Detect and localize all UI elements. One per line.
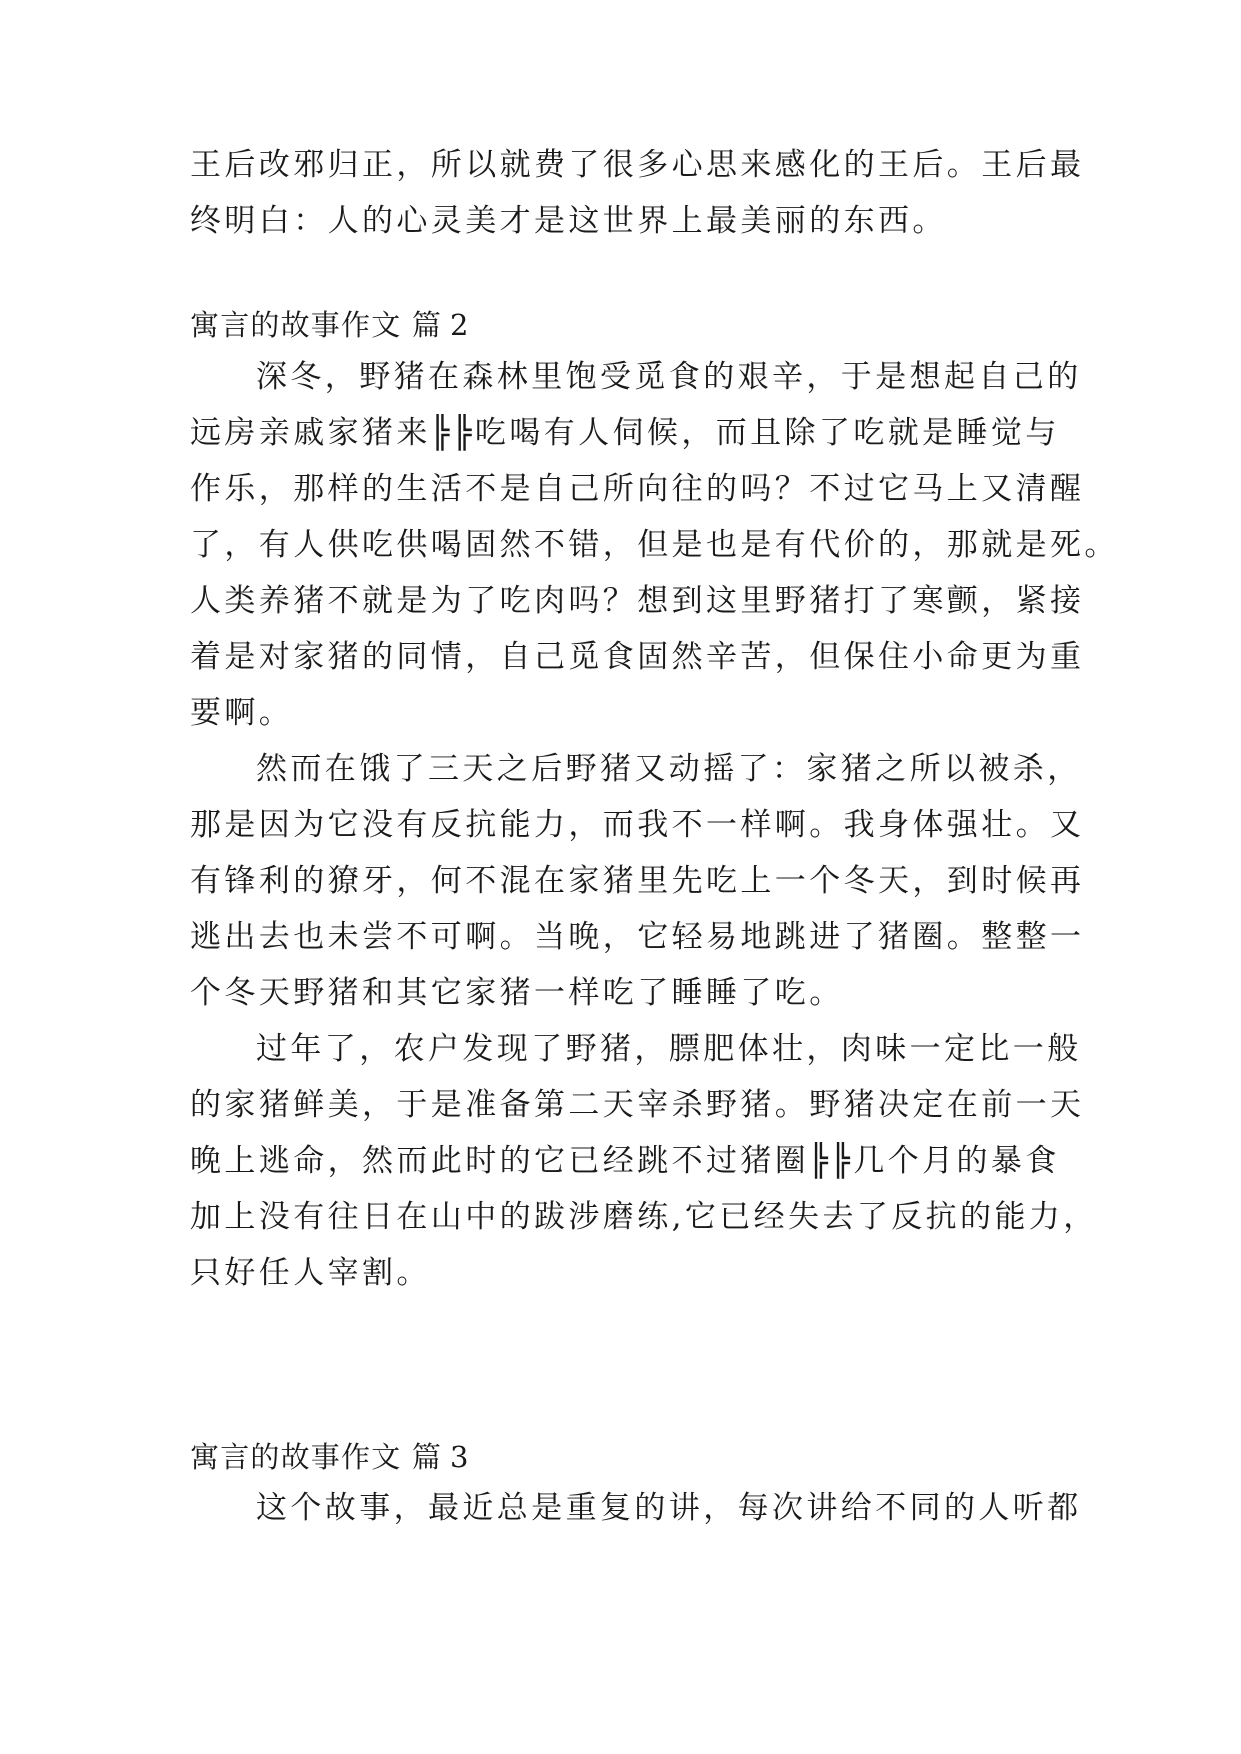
text-line: 加上没有往日在山中的跋涉磨练,它已经失去了反抗的能力， xyxy=(190,1199,1098,1235)
text-line: 要啊。 xyxy=(190,695,294,731)
section-heading-2 xyxy=(190,297,1060,353)
section2-paragraph-1 xyxy=(190,349,1119,741)
text-line: 远房亲戚家猪来╠╠吃喝有人伺候，而且除了吃就是睡觉与 xyxy=(190,415,1060,451)
text-line: 深冬，野猪在森林里饱受觅食的艰辛，于是想起自己的 xyxy=(256,359,1082,395)
text-line: 有锋利的獠牙，何不混在家猪里先吃上一个冬天，到时候再 xyxy=(190,863,1085,899)
document-page xyxy=(190,0,1119,1754)
text-line: 逃出去也未尝不可啊。当晚，它轻易地跳进了猪圈。整整一 xyxy=(190,919,1085,955)
intro-paragraph xyxy=(190,137,1085,249)
text-line: 晚上逃命，然而此时的它已经跳不过猪圈╠╠几个月的暴食 xyxy=(190,1143,1060,1179)
heading-part: 篇 3 xyxy=(411,1440,469,1474)
text-line: 王后改邪归正，所以就费了很多心思来感化的王后。王后最 xyxy=(190,147,1085,183)
heading-title: 寓言的故事作文 xyxy=(190,308,402,342)
heading-title: 寓言的故事作文 xyxy=(190,1440,402,1474)
text-line: 人类养猪不就是为了吃肉吗？想到这里野猪打了寒颤，紧接 xyxy=(190,583,1085,619)
text-line: 过年了，农户发现了野猪，膘肥体壮，肉味一定比一般 xyxy=(256,1031,1082,1067)
heading-part: 篇 2 xyxy=(411,308,469,342)
text-line: 了，有人供吃供喝固然不错，但是也是有代价的，那就是死。 xyxy=(190,527,1119,563)
section3-paragraph-1 xyxy=(190,1480,1082,1536)
section-heading-3 xyxy=(190,1429,1060,1485)
text-line: 的家猪鲜美，于是准备第二天宰杀野猪。野猪决定在前一天 xyxy=(190,1087,1085,1123)
text-line: 个冬天野猪和其它家猪一样吃了睡睡了吃。 xyxy=(190,975,844,1011)
text-line: 只好任人宰割。 xyxy=(190,1255,431,1291)
text-line: 着是对家猪的同情，自己觅食固然辛苦，但保住小命更为重 xyxy=(190,639,1085,675)
text-line: 这个故事，最近总是重复的讲，每次讲给不同的人听都 xyxy=(256,1490,1082,1526)
text-line: 作乐，那样的生活不是自己所向往的吗？不过它马上又清醒 xyxy=(190,471,1085,507)
text-line: 那是因为它没有反抗能力，而我不一样啊。我身体强壮。又 xyxy=(190,807,1085,843)
section2-paragraph-2 xyxy=(190,741,1085,1021)
section2-paragraph-3 xyxy=(190,1021,1098,1301)
text-line: 终明白：人的心灵美才是这世界上最美丽的东西。 xyxy=(190,203,947,239)
text-line: 然而在饿了三天之后野猪又动摇了：家猪之所以被杀， xyxy=(256,751,1082,787)
